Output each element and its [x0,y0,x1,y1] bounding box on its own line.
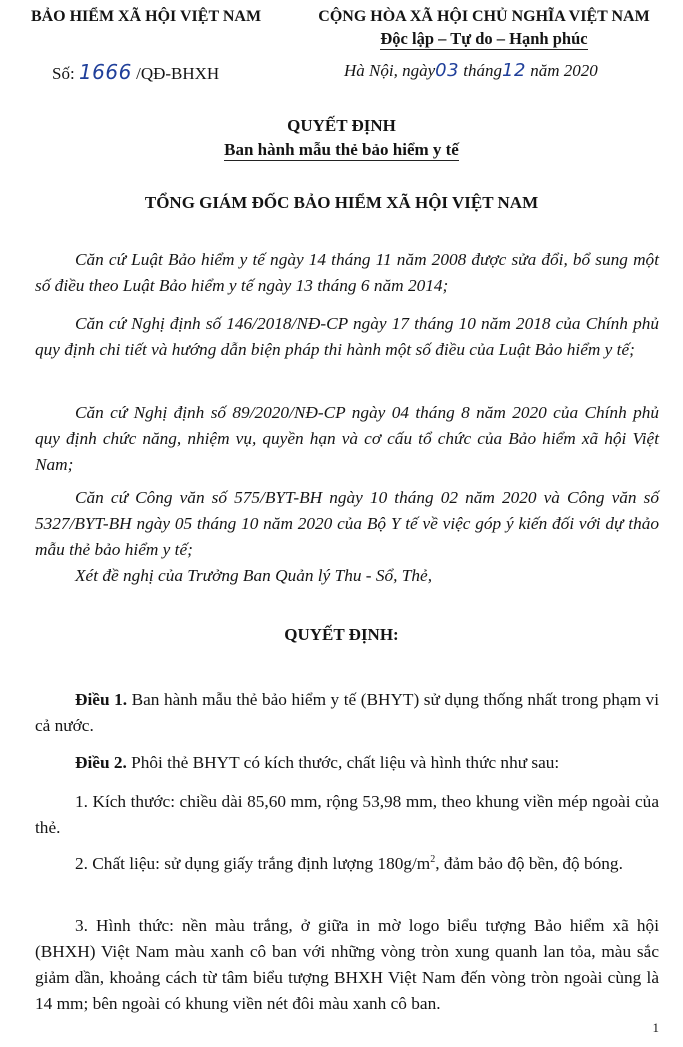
month-label: tháng [463,61,503,80]
article-1-label: Điều 1. [75,690,128,709]
national-motto: Độc lập – Tự do – Hạnh phúc [380,29,588,48]
basis-paragraph: Căn cứ Luật Bảo hiểm y tế ngày 14 tháng 11 năm 2008 được sửa đổi, bổ sung một số điều theo Luật Bảo hiểm y tế ngày 13 tháng 6 năm 2014; [35,250,659,295]
document-subtitle [0,140,683,160]
basis-paragraph: Căn cứ Công văn số 575/BYT-BH ngày 10 tháng 02 năm 2020 và Công văn số 5327/BYT-BH ngày 05 tháng 10 năm 2020 của Bộ Y tế về việc góp ý kiến đối với dự thảo mẫu thẻ bảo hiểm y tế; [35,488,659,559]
item-2-text-end: , đảm bảo độ bền, độ bóng. [435,854,623,873]
page-number: 1 [652,1020,659,1035]
decision-heading: QUYẾT ĐỊNH: [284,625,399,644]
place-prefix: Hà Nội, ngày [344,61,436,80]
article-2-label: Điều 2. [75,753,127,772]
issuer-block [6,6,286,28]
basis-paragraph: Căn cứ Nghị định số 146/2018/NĐ-CP ngày 17 tháng 10 năm 2018 của Chính phủ quy định chi tiết và hướng dẫn biện pháp thi hành một số điều của Luật Bảo hiểm y tế; [35,314,659,359]
article-1-text: Ban hành mẫu thẻ bảo hiểm y tế (BHYT) sử dụng thống nhất trong phạm vi cả nước. [35,690,660,735]
docno-suffix: /QĐ-BHXH [136,64,220,83]
place-date [344,60,598,81]
item-2-text: 2. Chất liệu: sử dụng giấy trắng định lượng 180g/m [75,854,431,873]
article-2 [35,750,659,776]
item-2-superscript: 2 [430,854,436,866]
article-2-item-1: 1. Kích thước: chiều dài 85,60 mm, rộng 53,98 mm, theo khung viền mép ngoài của thẻ. [35,792,659,837]
authority-heading: TỔNG GIÁM ĐỐC BẢO HIỂM XÃ HỘI VIỆT NAM [144,193,539,212]
docno-handwritten: 1666 [78,60,132,84]
article-1 [35,687,659,739]
docno-prefix: Số: [52,64,75,83]
basis-paragraph: Căn cứ Nghị định số 89/2020/NĐ-CP ngày 04 tháng 8 năm 2020 của Chính phủ quy định chức năng, nhiệm vụ, quyền hạn và cơ cấu tổ chức của Bảo hiểm xã hội Việt Nam; [35,403,659,474]
subtitle-text: Ban hành mẫu thẻ bảo hiểm y tế [224,140,459,159]
day-handwritten: 03 [435,60,460,81]
year-label: năm 2020 [530,61,598,80]
basis-paragraph: Xét đề nghị của Trưởng Ban Quản lý Thu - Sổ, Thẻ, [75,566,433,585]
article-2-text: Phôi thẻ BHYT có kích thước, chất liệu và hình thức như sau: [126,753,560,772]
article-2-item-3: 3. Hình thức: nền màu trắng, ở giữa in mờ logo biểu tượng Bảo hiểm xã hội (BHXH) Việt Nam màu xanh cô ban với những vòng tròn xung quanh lan tỏa, màu sắc giảm dần, khoảng cách từ tâm biểu tượng BHXH Việt Nam đến vòng tròn ngoài cùng là 14 mm; bên ngoài có khung viền nét đôi màu xanh cô ban. [35,916,659,1013]
document-number [52,60,219,84]
republic-name: CỘNG HÒA XÃ HỘI CHỦ NGHĨA VIỆT NAM [318,8,650,25]
month-handwritten: 12 [502,60,526,81]
national-header [288,6,680,50]
article-2-item-2 [35,851,659,877]
document-title: QUYẾT ĐỊNH [287,116,396,135]
issuer-name: BẢO HIỂM XÃ HỘI VIỆT NAM [30,8,262,25]
